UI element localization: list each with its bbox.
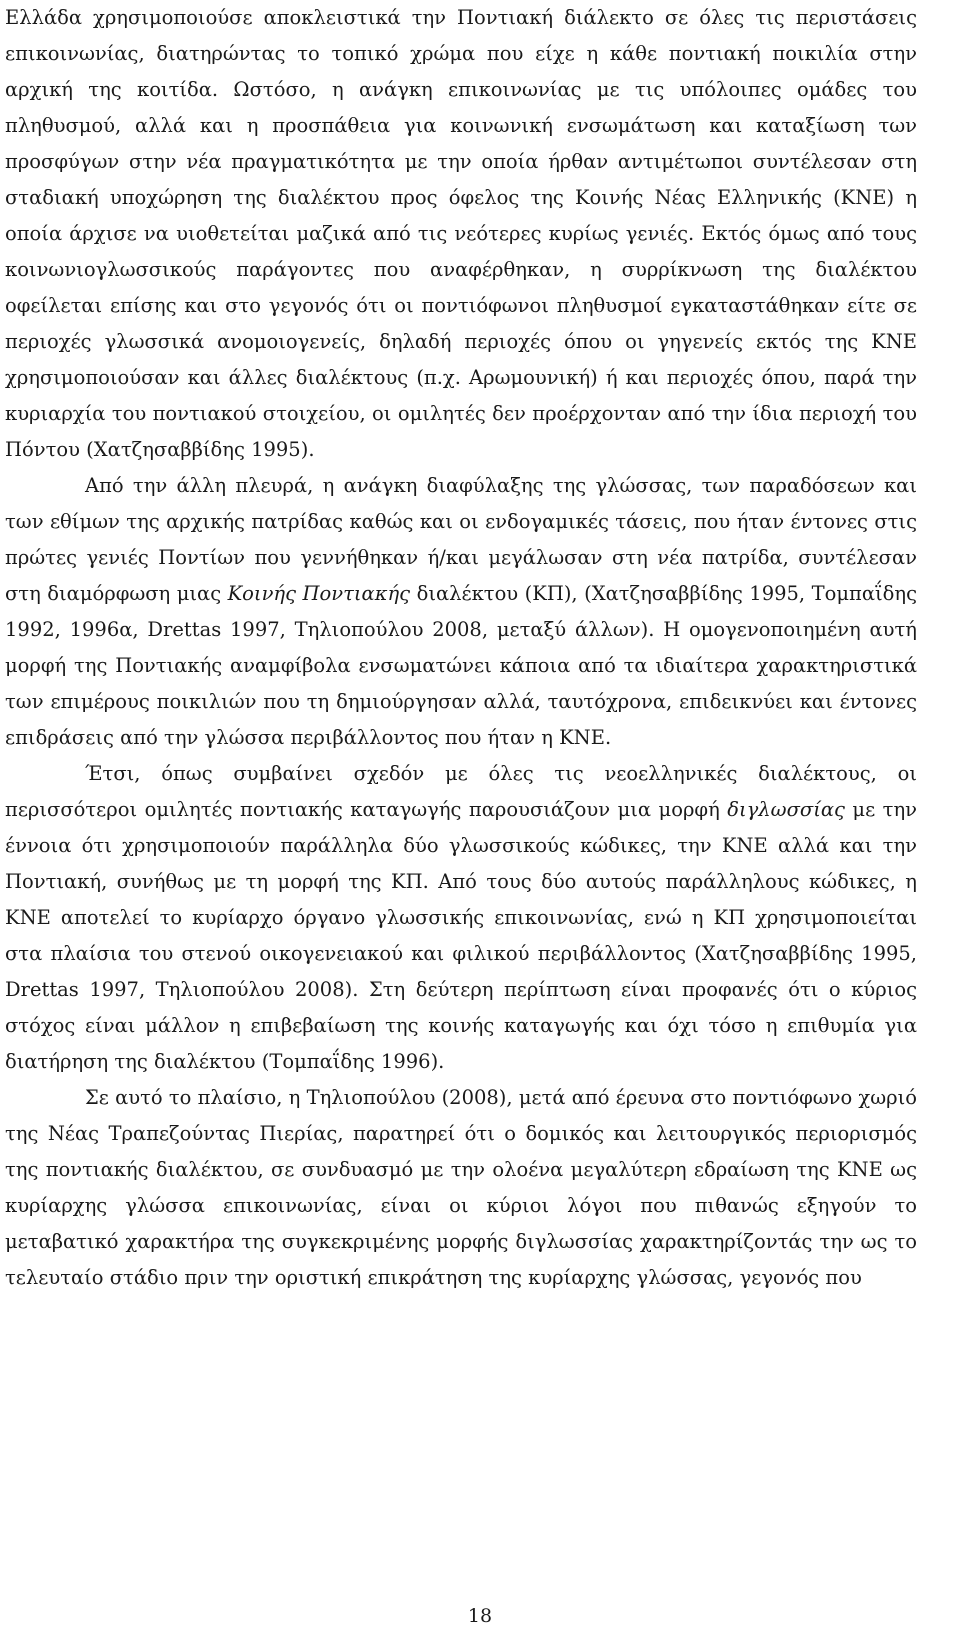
paragraph-1-text: Ελλάδα χρησιμοποιούσε αποκλειστικά την Ποντιακή διάλεκτο σε όλες τις περιστάσεις επικοινωνίας, διατηρώντας το τοπικό χρώμα που είχε η κάθε ποντιακή ποικιλία στην αρχική της κοιτίδα. Ωστόσο, η ανάγκη επικοινωνίας με τις υπόλοιπες ομάδες του πληθυσμού, αλλά και η προσπάθεια για κοινωνική ενσωμάτωση και καταξίωση των προσφύγων στην νέα πραγματικότητα με την οποία ήρθαν αντιμέτωποι συντέλεσαν στη σταδιακή υποχώρηση της διαλέκτου προς όφελος της Κοινής Νέας Ελληνικής (ΚΝΕ) η οποία άρχισε να υιοθετείται μαζικά από τις νεότερες κυρίως γενιές. Εκτός όμως από τους κοινωνιογλωσσικούς παράγοντες που αναφέρθηκαν, η συρρίκνωση της διαλέκτου οφείλεται επίσης και στο γεγονός ότι οι ποντιόφωνοι πληθυσμοί εγκαταστάθηκαν είτε σε περιοχές γλωσσικά ανομοιογενείς, δηλαδή περιοχές όπου οι γηγενείς εκτός της ΚΝΕ χρησιμοποιούσαν και άλλες διαλέκτους (π.χ. Αρωμουνική) ή και περιοχές όπου, παρά την κυριαρχία του ποντιακού στοιχείου, οι ομιλητές δεν προέρχονταν από την ίδια περιοχή του Πόντου (Χατζησαββίδης 1995). — [5, 6, 917, 461]
paragraph-3-text-b: με την έννοια ότι χρησιμοποιούν παράλληλα δύο γλωσσικούς κώδικες, την ΚΝΕ αλλά και την Ποντιακή, συνήθως με τη μορφή της ΚΠ. Από τους δύο αυτούς παράλληλους κώδικες, η ΚΝΕ αποτελεί το κυρίαρχο όργανο γλωσσικής επικοινωνίας, ενώ η ΚΠ χρησιμοποιείται στα πλαίσια του στενού οικογενειακού και φιλικού περιβάλλοντος (Χατζησαββίδης 1995, Drettas 1997, Τηλιοπούλου 2008). Στη δεύτερη περίπτωση είναι προφανές ότι ο κύριος στόχος είναι μάλλον η επιβεβαίωση της κοινής καταγωγής και όχι τόσο η επιθυμία για διατήρηση της διαλέκτου (Τομπαΐδης 1996). — [5, 798, 918, 1073]
paragraph-2-text-b: διαλέκτου (ΚΠ), (Χατζησαββίδης 1995, Τομπαΐδης 1992, 1996α, Drettas 1997, Τηλιοπούλου 2008, μεταξύ άλλων). Η ομογενοποιημένη αυτή μορφή της Ποντιακής αναμφίβολα ενσωματώνει κάποια από τα ιδιαίτερα χαρακτηριστικά των επιμέρους ποικιλιών που τη δημιούργησαν αλλά, ταυτόχρονα, επιδεικνύει και έντονες επιδράσεις από την γλώσσα περιβάλλοντος που ήταν η ΚΝΕ. — [5, 582, 917, 749]
paragraph-2-italic-term: Κοινής Ποντιακής — [227, 582, 411, 605]
paragraph-3-italic-term: διγλωσσίας — [727, 798, 845, 821]
body-text — [5, 0, 917, 1296]
paragraph-4-text: Σε αυτό το πλαίσιο, η Τηλιοπούλου (2008), μετά από έρευνα στο ποντιόφωνο χωριό της Νέας Τραπεζούντας Πιερίας, παρατηρεί ότι ο δομικός και λειτουργικός περιορισμός της ποντιακής διαλέκτου, σε συνδυασμό με την ολοένα μεγαλύτερη εδραίωση της ΚΝΕ ως κυρίαρχης γλώσσα επικοινωνίας, είναι οι κύριοι λόγοι που πιθανώς εξηγούν το μεταβατικό χαρακτήρα της συγκεκριμένης μορφής διγλωσσίας χαρακτηρίζοντάς την ως το τελευταίο στάδιο πριν την οριστική επικράτηση της κυρίαρχης γλώσσας, γεγονός που — [5, 1086, 917, 1289]
paragraph-2-text-a: Από την άλλη πλευρά, η ανάγκη διαφύλαξης της γλώσσας, των παραδόσεων και των εθίμων της αρχικής πατρίδας καθώς και οι ενδογαμικές τάσεις, που ήταν έντονες στις πρώτες γενιές Ποντίων που γεννήθηκαν ή/και μεγάλωσαν στη νέα πατρίδα, συντέλεσαν στη διαμόρφωση μιας — [5, 474, 917, 605]
paragraph-4 — [5, 1080, 917, 1296]
paragraph-2 — [5, 468, 917, 756]
paragraph-3-text-a: Έτσι, όπως συμβαίνει σχεδόν με όλες τις νεοελληνικές διαλέκτους, οι περισσότεροι ομιλητές ποντιακής καταγωγής παρουσιάζουν μια μορφή — [5, 762, 917, 821]
paragraph-1 — [5, 0, 917, 468]
paragraph-3 — [5, 756, 917, 1080]
page-number: 18 — [467, 1605, 493, 1627]
